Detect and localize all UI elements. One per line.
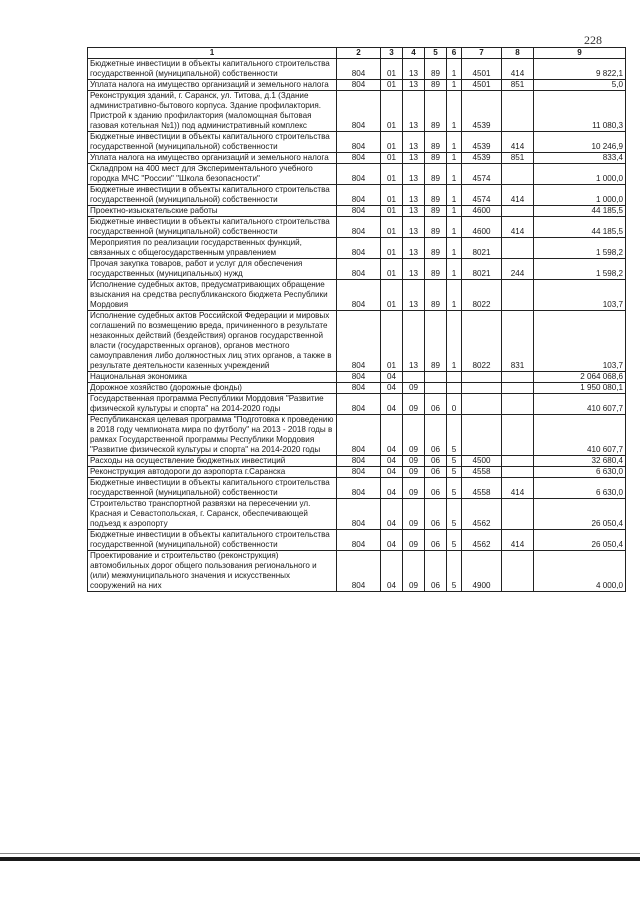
expense-type-code-cell [502,394,534,415]
subprogram-code-cell: 1 [447,217,462,238]
section-code-cell: 01 [381,91,403,132]
subsection-code-cell: 13 [403,311,425,372]
expense-type-code-cell: 414 [502,530,534,551]
subsection-code-cell: 09 [403,415,425,456]
amount-cell: 26 050,4 [534,499,626,530]
section-code-cell: 01 [381,206,403,217]
admin-code-cell: 804 [337,551,381,592]
item-name-cell: Бюджетные инвестиции в объекты капитального строительства государственной (муниципальной) собственности [88,185,337,206]
section-code-cell: 01 [381,132,403,153]
subsection-code-cell: 13 [403,280,425,311]
subprogram-code-cell: 5 [447,499,462,530]
target-code-cell: 8022 [462,311,502,372]
program-code-cell: 89 [425,259,447,280]
table-row [88,91,626,132]
table-row [88,467,626,478]
target-code-cell [462,415,502,456]
expense-type-code-cell: 831 [502,311,534,372]
table-row [88,238,626,259]
subprogram-code-cell: 5 [447,530,462,551]
amount-cell: 44 185,5 [534,217,626,238]
amount-cell: 5,0 [534,80,626,91]
amount-cell: 10 246,9 [534,132,626,153]
table-row [88,217,626,238]
item-name-cell: Государственная программа Республики Мордовия "Развитие физической культуры и спорта" на 2014-2020 годы [88,394,337,415]
table-row [88,383,626,394]
expense-type-code-cell [502,456,534,467]
subprogram-code-cell: 1 [447,311,462,372]
subprogram-code-cell: 1 [447,80,462,91]
item-name-cell: Уплата налога на имущество организаций и земельного налога [88,80,337,91]
col-header: 4 [403,48,425,59]
table-row [88,280,626,311]
program-code-cell: 89 [425,132,447,153]
expense-type-code-cell [502,238,534,259]
program-code-cell: 06 [425,456,447,467]
table-row [88,164,626,185]
target-code-cell: 4562 [462,530,502,551]
expense-type-code-cell [502,280,534,311]
page-number: 228 [584,33,602,47]
program-code-cell: 89 [425,206,447,217]
subsection-code-cell: 09 [403,499,425,530]
amount-cell: 410 607,7 [534,394,626,415]
item-name-cell: Национальная экономика [88,372,337,383]
target-code-cell: 8021 [462,259,502,280]
item-name-cell: Бюджетные инвестиции в объекты капитального строительства государственной (муниципальной) собственности [88,530,337,551]
section-code-cell: 01 [381,238,403,259]
expense-type-code-cell: 414 [502,478,534,499]
item-name-cell: Бюджетные инвестиции в объекты капитального строительства государственной (муниципальной) собственности [88,478,337,499]
table-row [88,80,626,91]
section-code-cell: 04 [381,530,403,551]
expense-type-code-cell [502,551,534,592]
item-name-cell: Бюджетные инвестиции в объекты капитального строительства государственной (муниципальной) собственности [88,59,337,80]
subsection-code-cell: 13 [403,259,425,280]
amount-cell: 103,7 [534,280,626,311]
program-code-cell: 06 [425,467,447,478]
table-row [88,499,626,530]
table-row [88,132,626,153]
admin-code-cell: 804 [337,217,381,238]
subprogram-code-cell: 5 [447,415,462,456]
subprogram-code-cell: 5 [447,467,462,478]
expense-type-code-cell: 414 [502,59,534,80]
subprogram-code-cell: 1 [447,153,462,164]
item-name-cell: Республиканская целевая программа "Подготовка к проведению в 2018 году чемпионата мира по футболу" на 2013 - 2018 годы в рамках Государственной программы Республики Мордовия "Развитие физической культуры и спорта" на 2014-2020 годы [88,415,337,456]
subprogram-code-cell [447,372,462,383]
program-code-cell: 89 [425,80,447,91]
amount-cell: 1 598,2 [534,238,626,259]
item-name-cell: Строительство транспортной развязки на пересечении ул. Красная и Севастопольская, г. Саранск, обеспечивающей подъезд к аэропорту [88,499,337,530]
subsection-code-cell: 09 [403,456,425,467]
section-code-cell: 01 [381,217,403,238]
admin-code-cell: 804 [337,206,381,217]
table-row [88,59,626,80]
subsection-code-cell: 13 [403,59,425,80]
scan-edge [0,857,640,861]
subprogram-code-cell: 1 [447,132,462,153]
expense-type-code-cell [502,499,534,530]
table-row [88,372,626,383]
subsection-code-cell: 09 [403,383,425,394]
subsection-code-cell: 13 [403,153,425,164]
expense-type-code-cell: 244 [502,259,534,280]
admin-code-cell: 804 [337,238,381,259]
subprogram-code-cell [447,383,462,394]
expense-type-code-cell: 851 [502,80,534,91]
amount-cell: 6 630,0 [534,478,626,499]
subsection-code-cell: 09 [403,394,425,415]
subprogram-code-cell: 5 [447,478,462,499]
item-name-cell: Расходы на осуществление бюджетных инвестиций [88,456,337,467]
item-name-cell: Исполнение судебных актов, предусматривающих обращение взыскания на средства республиканского бюджета Республики Мордовия [88,280,337,311]
program-code-cell: 89 [425,91,447,132]
amount-cell: 26 050,4 [534,530,626,551]
subprogram-code-cell: 1 [447,164,462,185]
target-code-cell: 4539 [462,153,502,164]
target-code-cell: 4558 [462,478,502,499]
section-code-cell: 04 [381,467,403,478]
target-code-cell: 4558 [462,467,502,478]
admin-code-cell: 804 [337,394,381,415]
program-code-cell: 89 [425,185,447,206]
col-header: 9 [534,48,626,59]
section-code-cell: 01 [381,259,403,280]
col-header: 3 [381,48,403,59]
section-code-cell: 04 [381,499,403,530]
expense-type-code-cell: 414 [502,185,534,206]
expense-type-code-cell [502,91,534,132]
col-header: 6 [447,48,462,59]
subsection-code-cell: 13 [403,185,425,206]
subprogram-code-cell: 1 [447,59,462,80]
expense-type-code-cell [502,206,534,217]
program-code-cell [425,372,447,383]
item-name-cell: Реконструкция автодороги до аэропорта г.Саранска [88,467,337,478]
target-code-cell [462,372,502,383]
admin-code-cell: 804 [337,530,381,551]
amount-cell: 833,4 [534,153,626,164]
subprogram-code-cell: 1 [447,238,462,259]
admin-code-cell: 804 [337,499,381,530]
program-code-cell: 89 [425,238,447,259]
table-row [88,530,626,551]
section-code-cell: 04 [381,372,403,383]
subsection-code-cell: 13 [403,206,425,217]
subsection-code-cell: 13 [403,132,425,153]
target-code-cell: 4574 [462,164,502,185]
section-code-cell: 01 [381,80,403,91]
subprogram-code-cell: 5 [447,551,462,592]
subprogram-code-cell: 0 [447,394,462,415]
col-header: 7 [462,48,502,59]
amount-cell: 103,7 [534,311,626,372]
target-code-cell: 4500 [462,456,502,467]
target-code-cell: 4501 [462,59,502,80]
target-code-cell [462,383,502,394]
program-code-cell: 06 [425,415,447,456]
item-name-cell: Уплата налога на имущество организаций и земельного налога [88,153,337,164]
item-name-cell: Бюджетные инвестиции в объекты капитального строительства государственной (муниципальной) собственности [88,217,337,238]
expense-type-code-cell [502,415,534,456]
program-code-cell: 06 [425,478,447,499]
amount-cell: 2 064 068,6 [534,372,626,383]
section-code-cell: 01 [381,59,403,80]
amount-cell: 1 598,2 [534,259,626,280]
col-header: 2 [337,48,381,59]
amount-cell: 44 185,5 [534,206,626,217]
program-code-cell: 89 [425,311,447,372]
subsection-code-cell: 13 [403,238,425,259]
target-code-cell: 4600 [462,217,502,238]
program-code-cell: 89 [425,153,447,164]
admin-code-cell: 804 [337,372,381,383]
expense-type-code-cell: 851 [502,153,534,164]
admin-code-cell: 804 [337,383,381,394]
target-code-cell [462,394,502,415]
item-name-cell: Проектирование и строительство (реконструкция) автомобильных дорог общего пользования регионального и (или) межмуниципального значения и искусственных сооружений на них [88,551,337,592]
admin-code-cell: 804 [337,456,381,467]
subsection-code-cell: 13 [403,217,425,238]
scan-edge-thin [0,853,640,854]
expense-type-code-cell [502,467,534,478]
table-row [88,206,626,217]
amount-cell: 9 822,1 [534,59,626,80]
admin-code-cell: 804 [337,478,381,499]
budget-table [87,47,626,592]
section-code-cell: 04 [381,551,403,592]
subprogram-code-cell: 1 [447,206,462,217]
admin-code-cell: 804 [337,280,381,311]
expense-type-code-cell: 414 [502,217,534,238]
section-code-cell: 01 [381,164,403,185]
admin-code-cell: 804 [337,132,381,153]
table-body [88,59,626,592]
target-code-cell: 4900 [462,551,502,592]
program-code-cell: 89 [425,280,447,311]
table-row [88,259,626,280]
program-code-cell [425,383,447,394]
admin-code-cell: 804 [337,185,381,206]
subprogram-code-cell: 1 [447,280,462,311]
expense-type-code-cell: 414 [502,132,534,153]
amount-cell: 410 607,7 [534,415,626,456]
subsection-code-cell: 09 [403,551,425,592]
subsection-code-cell [403,372,425,383]
subsection-code-cell: 13 [403,164,425,185]
amount-cell: 1 950 080,1 [534,383,626,394]
subprogram-code-cell: 5 [447,456,462,467]
table-row [88,551,626,592]
admin-code-cell: 804 [337,164,381,185]
subprogram-code-cell: 1 [447,91,462,132]
subsection-code-cell: 09 [403,478,425,499]
section-code-cell: 04 [381,456,403,467]
program-code-cell: 06 [425,394,447,415]
admin-code-cell: 804 [337,467,381,478]
admin-code-cell: 804 [337,153,381,164]
target-code-cell: 4574 [462,185,502,206]
table-row [88,185,626,206]
target-code-cell: 4501 [462,80,502,91]
section-code-cell: 04 [381,478,403,499]
subprogram-code-cell: 1 [447,185,462,206]
program-code-cell: 89 [425,59,447,80]
target-code-cell: 4539 [462,132,502,153]
subsection-code-cell: 09 [403,467,425,478]
amount-cell: 32 680,4 [534,456,626,467]
section-code-cell: 04 [381,383,403,394]
col-header: 1 [88,48,337,59]
subsection-code-cell: 13 [403,91,425,132]
col-header: 5 [425,48,447,59]
admin-code-cell: 804 [337,311,381,372]
amount-cell: 1 000,0 [534,164,626,185]
item-name-cell: Бюджетные инвестиции в объекты капитального строительства государственной (муниципальной) собственности [88,132,337,153]
expense-type-code-cell [502,383,534,394]
subprogram-code-cell: 1 [447,259,462,280]
expense-type-code-cell [502,372,534,383]
table-row [88,415,626,456]
table-row [88,394,626,415]
target-code-cell: 4600 [462,206,502,217]
target-code-cell: 8021 [462,238,502,259]
section-code-cell: 01 [381,280,403,311]
admin-code-cell: 804 [337,259,381,280]
admin-code-cell: 804 [337,80,381,91]
admin-code-cell: 804 [337,415,381,456]
program-code-cell: 89 [425,164,447,185]
program-code-cell: 06 [425,499,447,530]
program-code-cell: 89 [425,217,447,238]
amount-cell: 6 630,0 [534,467,626,478]
section-code-cell: 01 [381,311,403,372]
item-name-cell: Дорожное хозяйство (дорожные фонды) [88,383,337,394]
item-name-cell: Проектно-изыскательские работы [88,206,337,217]
col-header: 8 [502,48,534,59]
target-code-cell: 4539 [462,91,502,132]
subsection-code-cell: 13 [403,80,425,91]
admin-code-cell: 804 [337,59,381,80]
table-row [88,153,626,164]
target-code-cell: 8022 [462,280,502,311]
item-name-cell: Реконструкция зданий, г. Саранск, ул. Титова, д.1 (Здание административно-бытового корпуса. Здание профилактория. Пристрой к зданию профилактория (маломощная бытовая газовая котельная №1)) под административный комплекс [88,91,337,132]
program-code-cell: 06 [425,551,447,592]
section-code-cell: 01 [381,153,403,164]
table-row [88,311,626,372]
admin-code-cell: 804 [337,91,381,132]
amount-cell: 11 080,3 [534,91,626,132]
item-name-cell: Складпром на 400 мест для Экспериментального учебного городка МЧС "России" "Школа безопасности" [88,164,337,185]
program-code-cell: 06 [425,530,447,551]
table-row [88,456,626,467]
amount-cell: 1 000,0 [534,185,626,206]
item-name-cell: Прочая закупка товаров, работ и услуг для обеспечения государственных (муниципальных) нужд [88,259,337,280]
item-name-cell: Исполнение судебных актов Российской Федерации и мировых соглашений по возмещению вреда, причиненного в результате незаконных действий (бездействия) органов государственной власти (государственных органов), органов местного самоуправления либо должностных лиц этих органов, а также в результате деятельности казенных учреждений [88,311,337,372]
subsection-code-cell: 09 [403,530,425,551]
amount-cell: 4 000,0 [534,551,626,592]
item-name-cell: Мероприятия по реализации государственных функций, связанных с общегосударственным управлением [88,238,337,259]
section-code-cell: 01 [381,185,403,206]
section-code-cell: 04 [381,394,403,415]
expense-type-code-cell [502,164,534,185]
section-code-cell: 04 [381,415,403,456]
target-code-cell: 4562 [462,499,502,530]
table-row [88,478,626,499]
header-row [88,48,626,59]
